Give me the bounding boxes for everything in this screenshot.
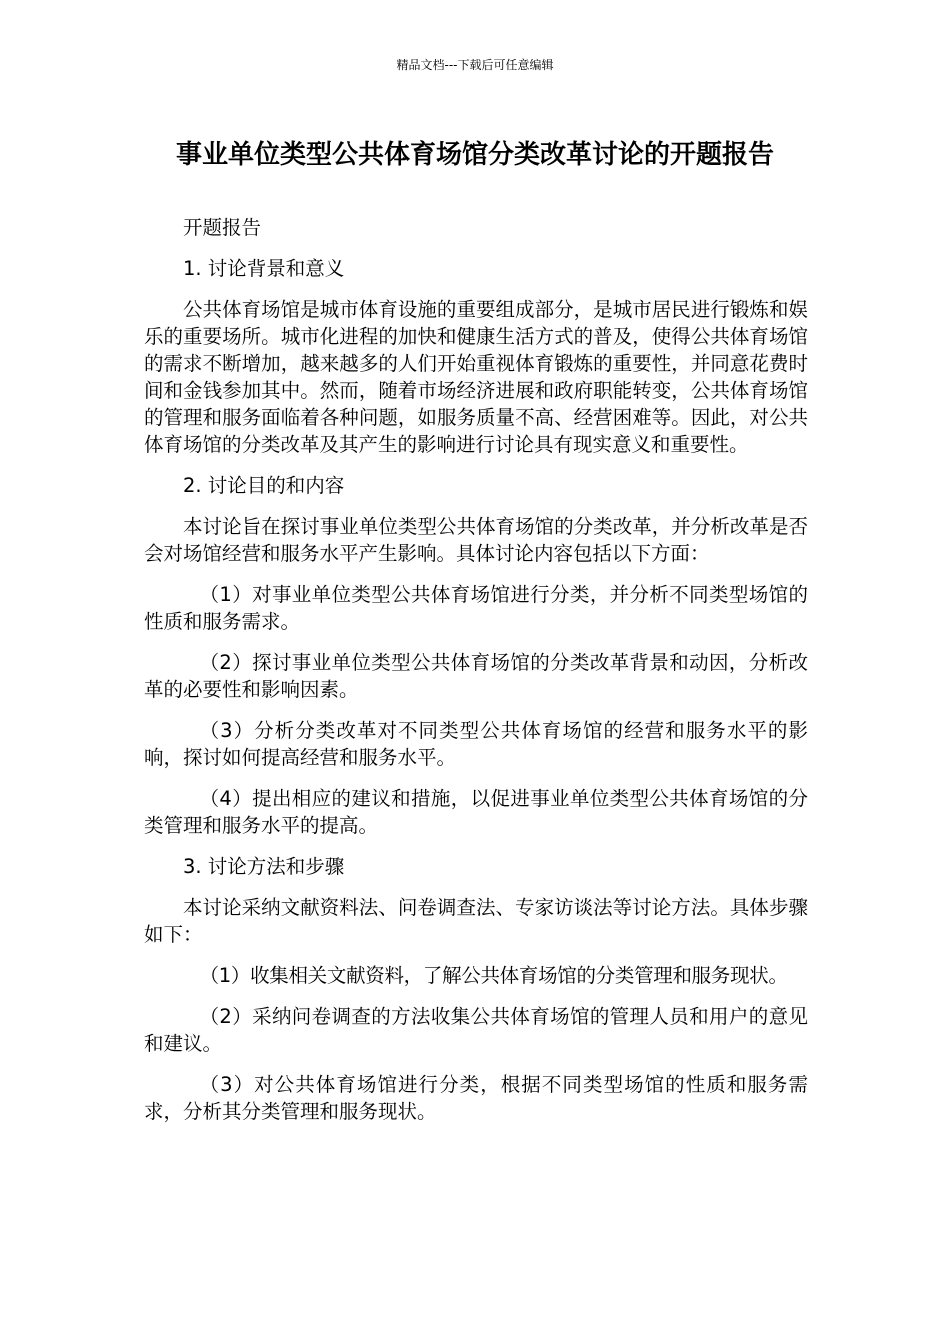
list-item: （2）采纳问卷调查的方法收集公共体育场馆的管理人员和用户的意见和建议。	[144, 1005, 808, 1055]
document-title: 事业单位类型公共体育场馆分类改革讨论的开题报告	[175, 140, 774, 170]
list-item: （1）收集相关文献资料，了解公共体育场馆的分类管理和服务现状。	[199, 964, 788, 987]
list-item: （2）探讨事业单位类型公共体育场馆的分类改革背景和动因，分析改革的必要性和影响因素。	[144, 651, 808, 701]
section-heading-1: 1. 讨论背景和意义	[183, 257, 345, 280]
section-heading-3: 3. 讨论方法和步骤	[183, 855, 345, 878]
section-heading-2: 2. 讨论目的和内容	[183, 474, 345, 497]
list-item: （4）提出相应的建议和措施，以促进事业单位类型公共体育场馆的分类管理和服务水平的提高。	[144, 787, 808, 837]
list-item: （3）对公共体育场馆进行分类，根据不同类型场馆的性质和服务需求，分析其分类管理和服务现状。	[144, 1073, 808, 1123]
section-label: 开题报告	[183, 216, 262, 239]
body-paragraph: 本讨论旨在探讨事业单位类型公共体育场馆的分类改革，并分析改革是否会对场馆经营和服务水平产生影响。具体讨论内容包括以下方面：	[144, 515, 808, 565]
list-item: （3）分析分类改革对不同类型公共体育场馆的经营和服务水平的影响，探讨如何提高经营和服务水平。	[144, 719, 808, 769]
document-body	[144, 214, 808, 1139]
header-note: 精品文档---下载后可任意编辑	[396, 58, 554, 72]
body-paragraph: 本讨论采纳文献资料法、问卷调查法、专家访谈法等讨论方法。具体步骤如下：	[144, 896, 808, 946]
body-paragraph: 公共体育场馆是城市体育设施的重要组成部分，是城市居民进行锻炼和娱乐的重要场所。城市化进程的加快和健康生活方式的普及，使得公共体育场馆的需求不断增加，越来越多的人们开始重视体育锻炼的重要性，并同意花费时间和金钱参加其中。然而，随着市场经济进展和政府职能转变，公共体育场馆的管理和服务面临着各种问题，如服务质量不高、经营困难等。因此，对公共体育场馆的分类改革及其产生的影响进行讨论具有现实意义和重要性。	[144, 298, 808, 456]
list-item: （1）对事业单位类型公共体育场馆进行分类，并分析不同类型场馆的性质和服务需求。	[144, 583, 808, 633]
